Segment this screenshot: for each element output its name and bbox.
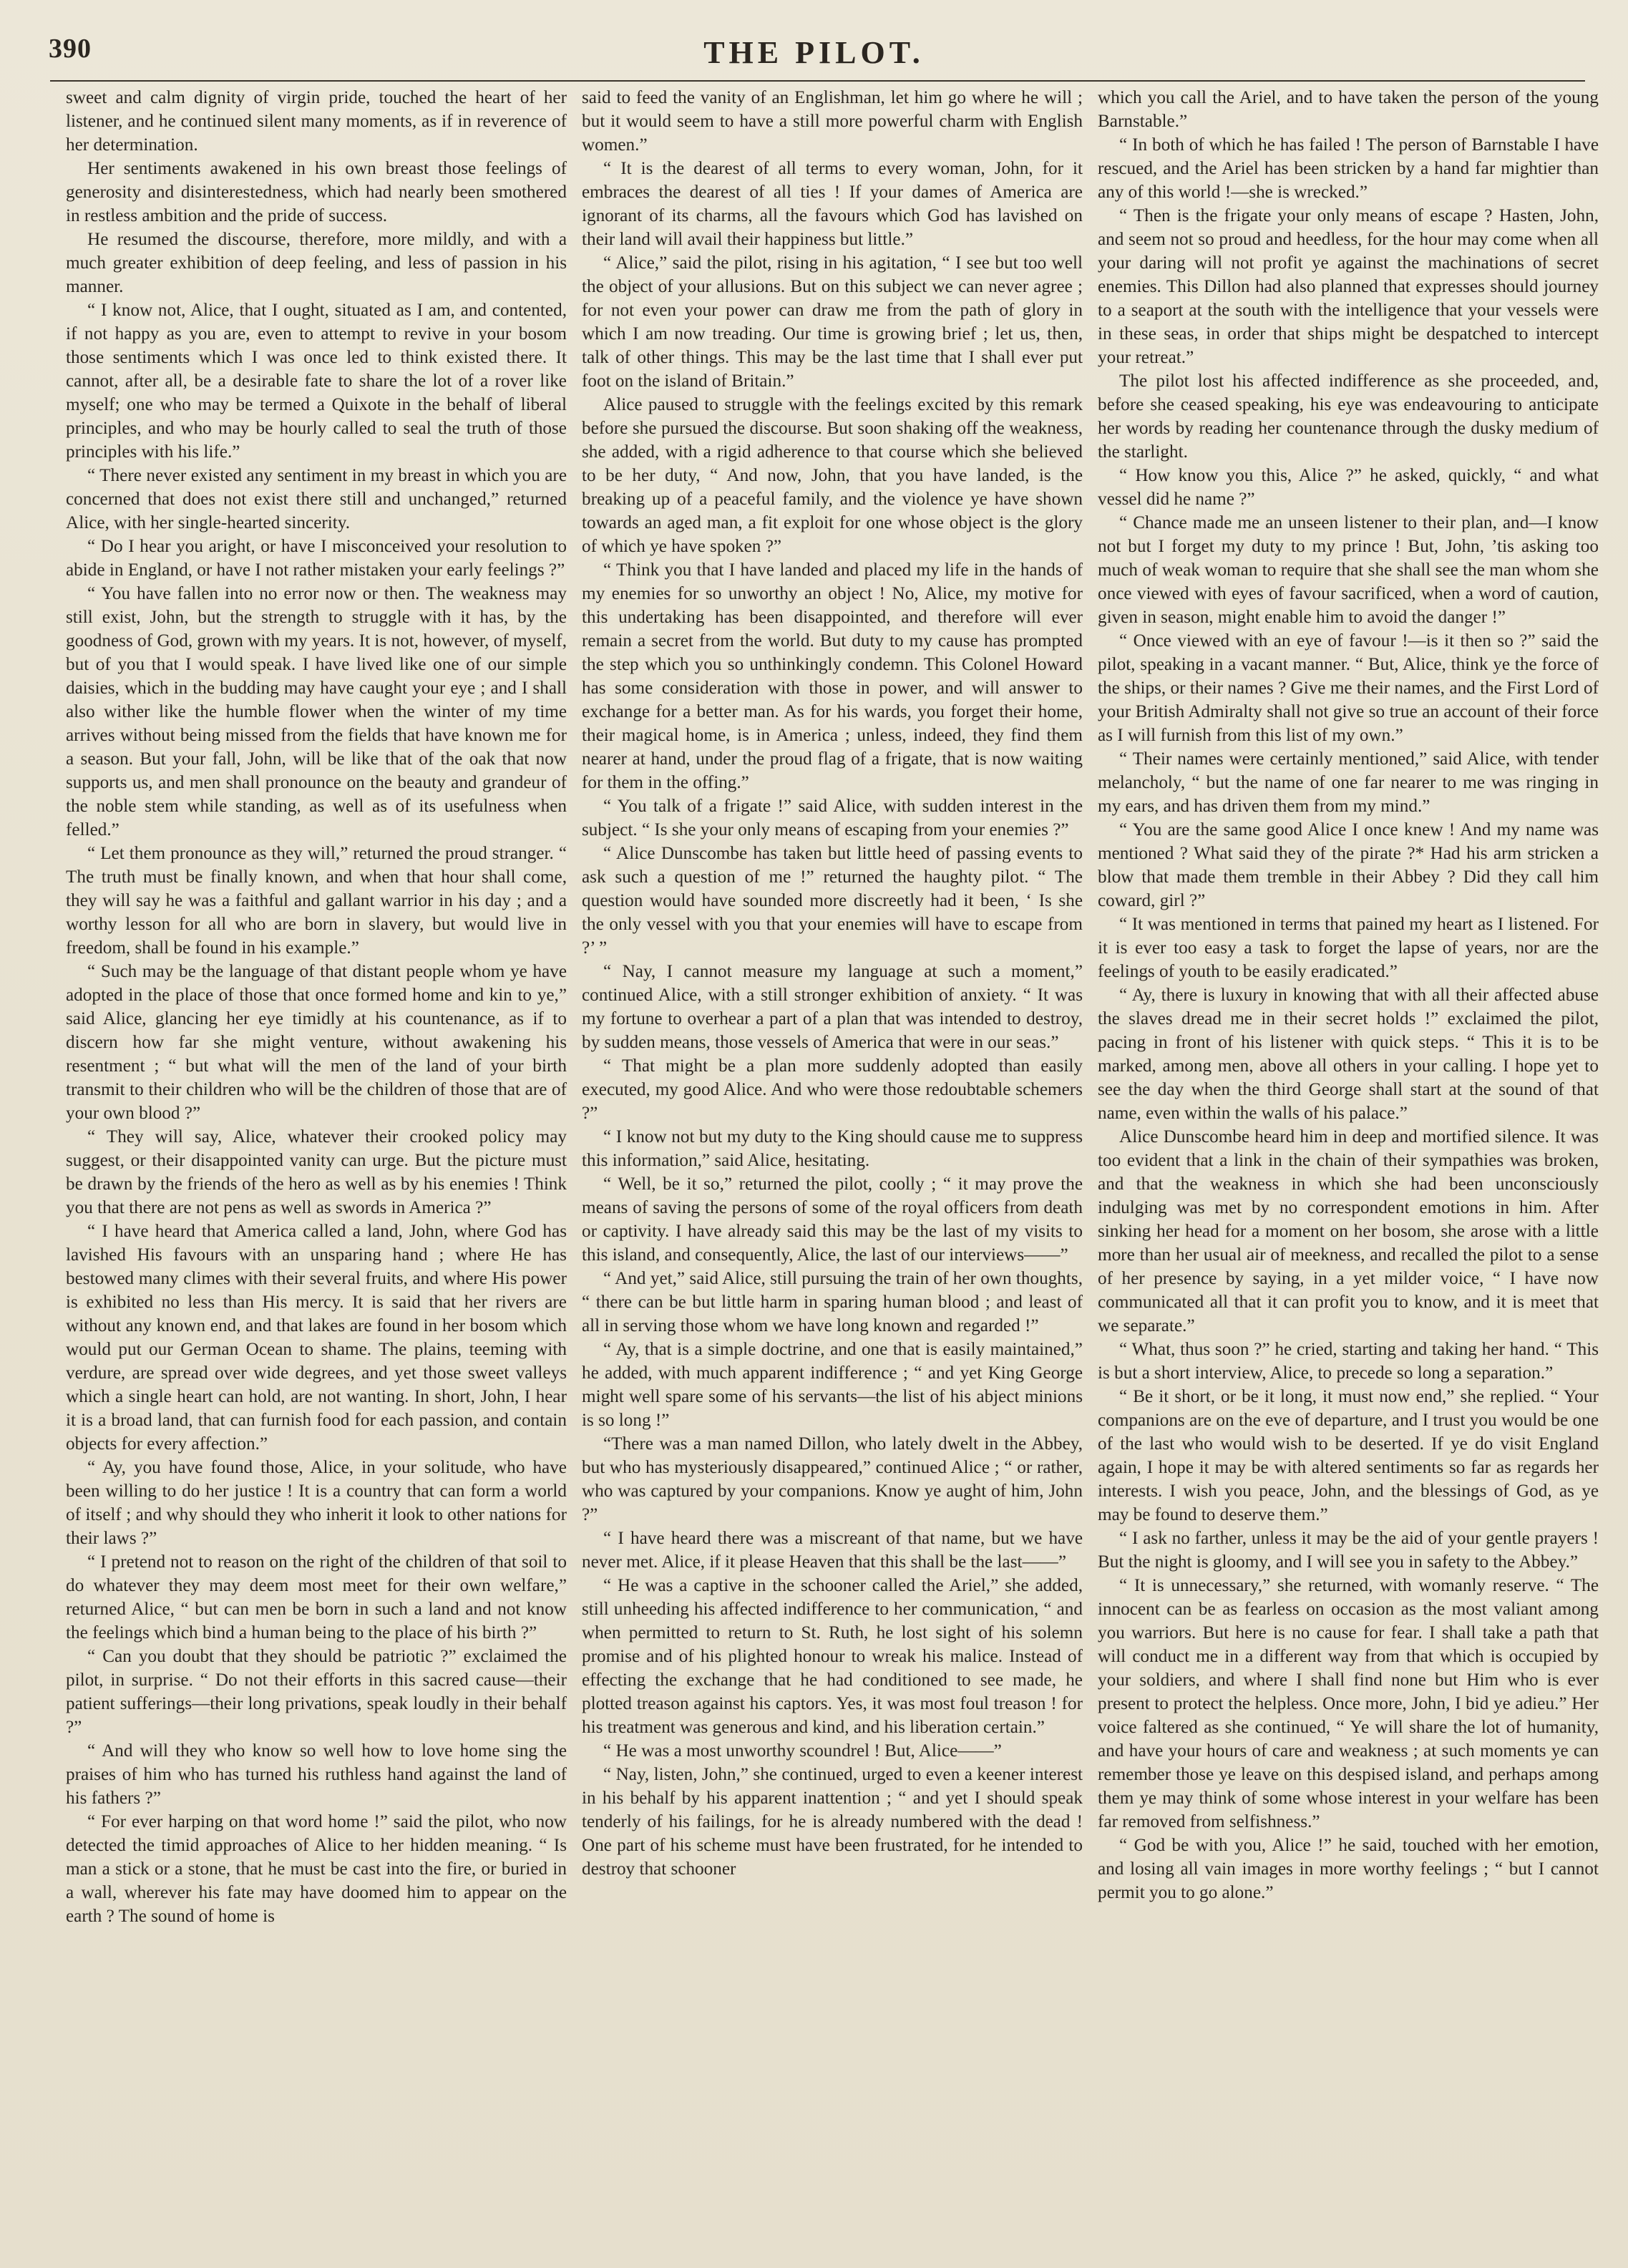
paragraph: sweet and calm dignity of virgin pride, touched the heart of her listener, and he continued silent many moments, as if in reverence of her determination.: [66, 88, 567, 155]
paragraph: “ You talk of a frigate !” said Alice, with sudden interest in the subject. “ Is she your only means of escaping from your enemies ?”: [582, 797, 1083, 839]
paragraph: “ There never existed any sentiment in my breast in which you are concerned that does not exist there still and unchanged,” returned Alice, with her single-hearted sincerity.: [66, 466, 567, 532]
paragraph: “ Such may be the language of that distant people whom ye have adopted in the place of those that once formed home and kin to ye,” said Alice, glancing her eye timidly at his countenance, as if to discern how far she might venture, without awakening his resentment ; “ but what will the men of the land of your birth transmit to their children who will be the children of those that are of your own blood ?”: [66, 962, 567, 1123]
paragraph: He resumed the discourse, therefore, more mildly, and with a much greater exhibition of deep feeling, and less of passion in his manner.: [66, 230, 567, 296]
paragraph: Alice paused to struggle with the feelings excited by this remark before she pursued the discourse. But soon shaking off the weakness, she added, with a rigid adherence to that course which she believed to be her duty, “ And now, John, that you have landed, is the breaking up of a peaceful family, and the violence ye have shown towards an aged man, a fit exploit for one whose object is the glory of which ye have spoken ?”: [582, 395, 1083, 556]
paragraph: “ Then is the frigate your only means of escape ? Hasten, John, and seem not so proud and heedless, for the hour may come when all your daring will not profit ye against the machinations of secret enemies. This Dillon had also planned that expresses should journey to a seaport at the south with the intelligence that your vessels were in these seas, in order that ships might be despatched to intercept your retreat.”: [1098, 206, 1599, 367]
paragraph: “ I pretend not to reason on the right of the children of that soil to do whatever they may deem most meet for their own welfare,” returned Alice, “ but can men be born in such a land and not know the feelings which bind a human being to the place of his birth ?”: [66, 1552, 567, 1642]
paragraph: “ Nay, I cannot measure my language at such a moment,” continued Alice, with a still stronger exhibition of anxiety. “ It was my fortune to overhear a part of a plan that was intended to destroy, by sudden means, those vessels of America that were in our seas.”: [582, 962, 1083, 1052]
paragraph: “ It is unnecessary,” she returned, with womanly reserve. “ The innocent can be as fearless on occasion as the most valiant among you warriors. But here is no cause for fear. I shall take a path that will conduct me in a different way from that which is occupied by your soldiers, and where I shall find none but Him who is ever present to protect the helpless. Once more, John, I bid ye adieu.” Her voice faltered as she continued, “ Ye will share the lot of humanity, and have your hours of care and weakness ; at such moments ye can remember those ye leave on this despised island, and perhaps among them ye may think of some whose interest in your welfare has been far removed from selfishness.”: [1098, 1576, 1599, 1831]
paragraph: “ Their names were certainly mentioned,” said Alice, with tender melancholy, “ but the name of one far nearer to me was ringing in my ears, and has driven them from my mind.”: [1098, 749, 1599, 816]
paragraph: “There was a man named Dillon, who lately dwelt in the Abbey, but who has mysteriously disappeared,” continued Alice ; “ or rather, who was captured by your companions. Know ye aught of him, John ?”: [582, 1434, 1083, 1524]
paragraph: “ In both of which he has failed ! The person of Barnstable I have rescued, and the Ariel has been stricken by a hand far mightier than any of this world !—she is wrecked.”: [1098, 135, 1599, 202]
paragraph: “ Ay, you have found those, Alice, in your solitude, who have been willing to do her justice ! It is a country that can form a world of itself ; and why should they who inherit it look to other nations for their laws ?”: [66, 1458, 567, 1548]
paragraph: “ I know not, Alice, that I ought, situated as I am, and contented, if not happy as you are, even to attempt to revive in your bosom those sentiments which I was once led to think existed there. It cannot, after all, be a desirable fate to share the lot of a rover like myself; one who may be termed a Quixote in the behalf of liberal principles, and who may be hourly called to seal the truth of those principles with his life.”: [66, 301, 567, 462]
paragraph: “ You have fallen into no error now or then. The weakness may still exist, John, but the strength to struggle with it has, by the goodness of God, grown with my years. It is not, however, of myself, but of you that I would speak. I have lived like one of our simple daisies, which in the budding may have caught your eye ; and I shall also wither like the humble flower when the winter of my time arrives without being missed from the fields that have known me for a season. But your fall, John, will be like that of the oak that now supports us, and men shall pronounce on the beauty and grandeur of the noble stem while standing, as well as of its usefulness when felled.”: [66, 584, 567, 839]
paragraph: “ Nay, listen, John,” she continued, urged to even a keener interest in his behalf by his apparent inattention ; “ and yet I should speak tenderly of his failings, for he is already numbered with the dead ! One part of his scheme must have been frustrated, for he intended to destroy that schooner: [582, 1765, 1083, 1879]
paragraph: “ Well, be it so,” returned the pilot, coolly ; “ it may prove the means of saving the persons of some of the royal officers from death or captivity. I have already said this may be the last of my visits to this island, and consequently, Alice, the last of our interviews——”: [582, 1174, 1083, 1265]
paragraph: “ That might be a plan more suddenly adopted than easily executed, my good Alice. And who were those redoubtable schemers ?”: [582, 1056, 1083, 1123]
running-title: THE PILOT.: [703, 34, 925, 70]
paragraph: “ It was mentioned in terms that pained my heart as I listened. For it is ever too easy a task to forget the lapse of years, nor are the feelings of youth to be easily eradicated.”: [1098, 915, 1599, 981]
paragraph: “ Do I hear you aright, or have I misconceived your resolution to abide in England, or have I not rather mistaken your early feelings ?”: [66, 537, 567, 580]
paragraph: said to feed the vanity of an Englishman, let him go where he will ; but it would seem to have a still more powerful charm with English women.”: [582, 88, 1083, 155]
paragraph: “ He was a most unworthy scoundrel ! But, Alice——”: [603, 1741, 1002, 1761]
paragraph: “ Think you that I have landed and placed my life in the hands of my enemies for so unworthy an object ! No, Alice, my motive for this undertaking has been disappointed, and therefore will ever remain a secret from the world. But duty to my cause has prompted the step which you so unthinkingly condemn. This Colonel Howard has some consideration with those in power, and will answer to exchange for a better man. As for his wards, you forget their home, their magical home, is in America ; unless, indeed, they find them nearer at hand, under the proud flag of a frigate, that is now waiting for them in the offing.”: [582, 560, 1083, 792]
paragraph: Her sentiments awakened in his own breast those feelings of generosity and disinterestedness, which had nearly been smothered in restless ambition and the pride of success.: [66, 159, 567, 225]
text-columns: [66, 86, 1599, 2247]
text-column-middle: [582, 86, 1083, 2247]
paragraph: The pilot lost his affected indifference as she proceeded, and, before she ceased speaking, his eye was endeavouring to anticipate her words by reading her countenance through the dusky medium of the starlight.: [1098, 371, 1599, 462]
paragraph: “ They will say, Alice, whatever their crooked policy may suggest, or their disappointed vanity can urge. But the picture must be drawn by the friends of the hero as well as by his enemies ! Think you that there are not pens as well as swords in America ?”: [66, 1127, 567, 1217]
running-header: [43, 20, 1585, 84]
text-column-right: [1098, 86, 1599, 2247]
paragraph: “ I have heard there was a miscreant of that name, but we have never met. Alice, if it please Heaven that this shall be the last——”: [582, 1529, 1083, 1572]
paragraph: “ I ask no farther, unless it may be the aid of your gentle prayers ! But the night is gloomy, and I will see you in safety to the Abbey.”: [1098, 1529, 1599, 1572]
header-rule: [50, 80, 1585, 82]
paragraph: “ Once viewed with an eye of favour !—is it then so ?” said the pilot, speaking in a vacant manner. “ But, Alice, think ye the force of the ships, or their names ? Give me their names, and the First Lord of your British Admiralty shall not give so true an account of their force as I will furnish from this list of my own.”: [1098, 631, 1599, 745]
paragraph: “ I have heard that America called a land, John, where God has lavished His favours with an unsparing hand ; where He has bestowed many climes with their several fruits, and where His power is exhibited no less than His mercy. It is said that her rivers are without any known end, and that lakes are found in her bosom which would put our German Ocean to shame. The plains, teeming with verdure, are spread over wide degrees, and yet those sweet valleys which a single heart can hold, are not wanting. In short, John, I hear it is a broad land, that can furnish food for each passion, and contain objects for every affection.”: [66, 1222, 567, 1454]
paragraph: “ Alice Dunscombe has taken but little heed of passing events to ask such a question of me !” returned the haughty pilot. “ The question would have sounded more discreetly had it been, ‘ Is she the only vessel with you that your enemies will have to escape from ?’ ”: [582, 844, 1083, 958]
paragraph: “ It is the dearest of all terms to every woman, John, for it embraces the dearest of all ties ! If your dames of America are ignorant of its charms, all the favours which God has lavished on their land will avail their happiness but little.”: [582, 159, 1083, 249]
paragraph: “ I know not but my duty to the King should cause me to suppress this information,” said Alice, hesitating.: [582, 1127, 1083, 1170]
paragraph: “ Let them pronounce as they will,” returned the proud stranger. “ The truth must be finally known, and when that hour shall come, they will say he was a faithful and gallant warrior in his day ; and a worthy lesson for all who are born in slavery, but would live in freedom, shall be found in his example.”: [66, 844, 567, 958]
paragraph: “ And will they who know so well how to love home sing the praises of him who has turned his ruthless hand against the land of his fathers ?”: [66, 1741, 567, 1808]
paragraph: “ Ay, there is luxury in knowing that with all their affected abuse the slaves dread me in their secret holds !” exclaimed the pilot, pacing in front of his listener with quick steps. “ This it is to be marked, among men, above all others in your calling. I hope yet to see the day when the third George shall start at the sound of that name, even within the walls of his palace.”: [1098, 985, 1599, 1123]
paragraph: “ Be it short, or be it long, it must now end,” she replied. “ Your companions are on the eve of departure, and I trust you would be one of the last who would wish to be deserted. If ye do visit England again, I hope it may be with altered sentiments so far as regards her interests. I wish you peace, John, and the blessings of God, as ye may be found to deserve them.”: [1098, 1387, 1599, 1524]
paragraph: “ He was a captive in the schooner called the Ariel,” she added, still unheeding his affected indifference to her communication, “ and when permitted to return to St. Ruth, he lost sight of his solemn promise and of his plighted honour to wreak his malice. Instead of effecting the exchange that he had conditioned to see made, he plotted treason against his captors. Yes, it was most foul treason ! for his treatment was generous and kind, and his liberation certain.”: [582, 1576, 1083, 1737]
text-column-left: [66, 86, 567, 2247]
paragraph: “ God be with you, Alice !” he said, touched with her emotion, and losing all vain images in more worthy feelings ; “ but I cannot permit you to go alone.”: [1098, 1836, 1599, 1902]
paragraph: Alice Dunscombe heard him in deep and mortified silence. It was too evident that a link in the chain of their sympathies was broken, and that the weakness in which she had been unconsciously indulging was met by no correspondent emotions in him. After sinking her head for a moment on her bosom, she arose with a little more than her usual air of meekness, and recalled the pilot to a sense of her presence by saying, in a yet milder voice, “ I have now communicated all that it can profit you to know, and it is meet that we separate.”: [1098, 1127, 1599, 1335]
paragraph: “ What, thus soon ?” he cried, starting and taking her hand. “ This is but a short interview, Alice, to precede so long a separation.”: [1098, 1340, 1599, 1383]
paragraph: “ Chance made me an unseen listener to their plan, and—I know not but I forget my duty to my prince ! But, John, ’tis asking too much of weak woman to require that she shall see the man whom she once viewed with eyes of favour sacrificed, when a word of caution, given in season, might enable him to avoid the danger !”: [1098, 513, 1599, 627]
paragraph: “ You are the same good Alice I once knew ! And my name was mentioned ? What said they of the pirate ?* Had his arm stricken a blow that made them tremble in their Abbey ? Did they call him coward, girl ?”: [1098, 820, 1599, 910]
paragraph: “ Ay, that is a simple doctrine, and one that is easily maintained,” he added, with much apparent indifference ; “ and yet King George might well spare some of his servants—the list of his abject minions is so long !”: [582, 1340, 1083, 1430]
paragraph: “ And yet,” said Alice, still pursuing the train of her own thoughts, “ there can be but little harm in sparing human blood ; and least of all in serving those whom we have long known and regarded !”: [582, 1269, 1083, 1335]
paragraph: “ Alice,” said the pilot, rising in his agitation, “ I see but too well the object of your allusions. But on this subject we can never agree ; for not even your power can draw me from the path of glory in which I am now treading. Our time is growing brief ; let us, then, talk of other things. This may be the last time that I shall ever put foot on the island of Britain.”: [582, 253, 1083, 391]
paragraph: which you call the Ariel, and to have taken the person of the young Barnstable.”: [1098, 88, 1599, 131]
paragraph: “ How know you this, Alice ?” he asked, quickly, “ and what vessel did he name ?”: [1098, 466, 1599, 509]
paragraph: “ Can you doubt that they should be patriotic ?” exclaimed the pilot, in surprise. “ Do not their efforts in this sacred cause—their patient sufferings—their long privations, speak loudly in their behalf ?”: [66, 1647, 567, 1737]
page-number: 390: [49, 34, 92, 64]
paragraph: “ For ever harping on that word home !” said the pilot, who now detected the timid approaches of Alice to her hidden meaning. “ Is man a stick or a stone, that he must be cast into the fire, or buried in a wall, wherever his fate may have doomed him to appear on the earth ? The sound of home is: [66, 1812, 567, 1926]
